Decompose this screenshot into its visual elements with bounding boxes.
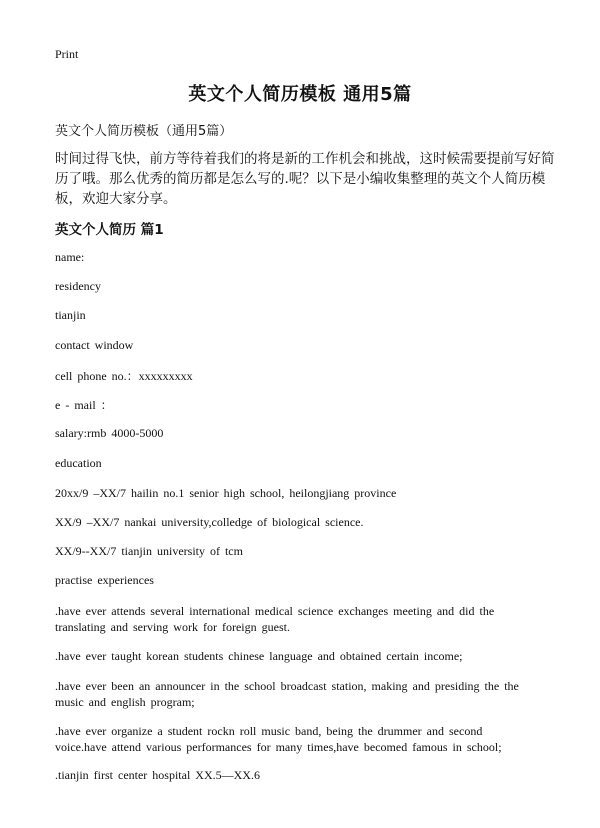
field-email: e - mail ： (55, 398, 113, 412)
experience-item: .have ever been an announcer in the school broadcast station, making and presiding the the music and english program; (55, 679, 519, 709)
field-salary: salary:rmb 4000-5000 (55, 426, 164, 440)
field-cell-phone: cell phone no.：xxxxxxxxx (55, 369, 193, 383)
subtitle: 英文个人简历模板（通用5篇） (55, 124, 233, 139)
page-title: 英文个人简历模板 通用5篇 (188, 84, 412, 105)
education-item: XX/9 –XX/7 nankai university,colledge of biological science. (55, 515, 364, 529)
section-heading: 英文个人简历 篇1 (55, 222, 164, 238)
education-label: education (55, 456, 102, 470)
experience-item: .have ever taught korean students chinese language and obtained certain income; (55, 649, 463, 663)
experience-item: .have ever organize a student rockn roll music band, being the drummer and second voice.have attend various performances for many times,have becomed famous in school; (55, 724, 502, 754)
field-contact: contact window (55, 338, 134, 352)
field-name: name: (55, 250, 85, 264)
print-link[interactable]: Print (55, 47, 79, 61)
experience-item: .have ever attends several international medical science exchanges meeting and did the translating and serving work for foreign guest. (55, 604, 495, 634)
education-item: 20xx/9 –XX/7 hailin no.1 senior high school, heilongjiang province (55, 486, 397, 500)
field-residency: residency (55, 279, 101, 293)
experience-label: practise experiences (55, 573, 154, 587)
intro-paragraph: 时间过得飞快，前方等待着我们的将是新的工作机会和挑战，这时候需要提前写好简历了哦。那么优秀的简历都是怎么写的.呢？以下是小编收集整理的英文个人简历模板，欢迎大家分享。 (55, 151, 555, 207)
field-city: tianjin (55, 308, 86, 322)
education-item: XX/9--XX/7 tianjin university of tcm (55, 544, 243, 558)
experience-item: .tianjin first center hospital XX.5—XX.6 (55, 768, 260, 782)
